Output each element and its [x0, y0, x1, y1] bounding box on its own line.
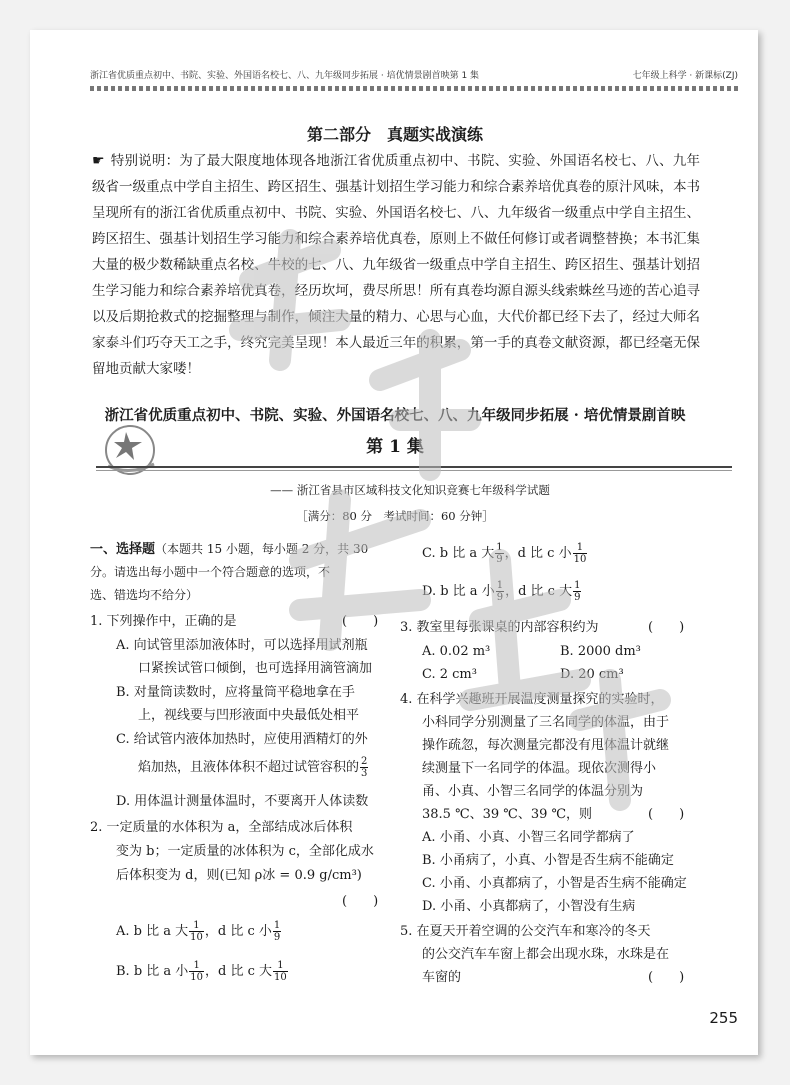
- q4-answer-bracket: ( ): [648, 807, 685, 822]
- set-rule-thin: [96, 470, 732, 471]
- q3-option-a: A. 0.02 m³: [422, 644, 491, 659]
- running-header-left: 浙江省优质重点初中、书院、实验、外国语名校七、八、九年级同步拓展 · 培优情景剧首映第 1 集: [90, 71, 480, 81]
- q3-option-c: C. 2 cm³: [422, 667, 477, 682]
- running-header-right: 七年级上科学 · 新课标(ZJ): [632, 71, 738, 81]
- set-title: 浙江省优质重点初中、书院、实验、外国语名校七、八、九年级同步拓展 · 培优情景剧首映: [104, 407, 686, 424]
- set-number: 第 1 集: [366, 437, 424, 457]
- q1-option-b-line-2: 上，视线要与凹形液面中央最低处相平: [138, 708, 360, 723]
- q4-option-b: B. 小甬病了，小真、小智是否生病不能确定: [422, 853, 674, 868]
- q1-option-a-line-1: A. 向试管里添加液体时，可以选择用试剂瓶: [116, 638, 368, 653]
- q1-answer-bracket: ( ): [342, 614, 379, 629]
- q5-stem-line-2: 的公交汽车车窗上都会出现水珠，水珠是在: [422, 947, 670, 962]
- q3-stem: 3. 教室里每张课桌的内部容积约为: [400, 620, 599, 635]
- q4-stem-line-5: 甬、小真、小智三名同学的体温分别为: [422, 784, 644, 799]
- special-notice: [92, 148, 700, 382]
- q4-stem-line-1: 4. 在科学兴趣班开展温度测量探究的实验时，: [400, 692, 664, 707]
- q2-stem-line-1: 2. 一定质量的水体积为 a，全部结成冰后体积: [90, 820, 353, 835]
- q3-option-d: D. 20 cm³: [560, 667, 624, 682]
- exam-info: ［满分：80 分 考试时间：60 分钟］: [296, 509, 494, 523]
- q4-option-c: C. 小甬、小真都病了，小智是否生病不能确定: [422, 876, 687, 891]
- q1-option-c-line-2: [138, 756, 369, 779]
- section1-note-line-1: （本题共 15 小题，每小题 2 分，共 30: [155, 542, 369, 556]
- q1-option-b-line-1: B. 对量筒读数时，应将量筒平稳地拿在手: [116, 685, 355, 700]
- q1-stem: 1. 下列操作中，正确的是: [90, 614, 237, 629]
- q1-option-d: D. 用体温计测量体温时，不要离开人体读数: [116, 794, 369, 809]
- q4-stem-line-4: 续测量下一名同学的体温。现依次测得小: [422, 761, 657, 776]
- q1-option-a-line-2: 口紧挨试管口倾倒，也可选择用滴管滴加: [138, 661, 373, 676]
- q5-stem-line-1: 5. 在夏天开着空调的公交汽车和寒冷的冬天: [400, 924, 651, 939]
- notice-text: 特别说明：为了最大限度地体现各地浙江省优质重点初中、书院、实验、外国语名校七、八、九年级省一级重点中学自主招生、跨区招生、强基计划招生学习能力和综合素养培优真卷的原汁风味，本书呈现所有的浙江省优质重点初中、书院、实验、外国语名校七、八、九年级省一级重点中学自主招生、跨区招生、强基计划招生学习能力和综合素养培优真卷，原则上不做任何修订或者调整替换；本书汇集大量的极少数稀缺重点名校、牛校的七、八、九年级省一级重点中学自主招生、跨区招生、强基计划招生学习能力和综合素养培优真卷，经历坎坷，费尽所思！所有真卷均源自源头线索蛛丝马迹的苦心追寻以及后期抢救式的挖掘整理与制作，倾注大量的精力、心思与心血，大代价都已经下去了，经过大师名家泰斗们巧夺天工之手，终究完美呈现！本人最近三年的积累，第一手的真卷文献资源，都已经毫无保留地贡献大家喽！: [92, 153, 700, 377]
- q2-option-a: A. b 比 a 大 $\frac{1}{10}$ ，d 比 c 小 $\frac{1}{9}$: [116, 920, 281, 943]
- pointing-hand-icon: ☛: [92, 153, 105, 169]
- q4-stem-line-6: 38.5 ℃、39 ℃、39 ℃，则: [422, 807, 593, 822]
- q2-option-d: D. b 比 a 小 $\frac{1}{9}$ ，d 比 c 大 $\frac{1}{9}$: [422, 580, 581, 603]
- section1-note-line-3: 选、错选均不给分）: [90, 588, 199, 602]
- q1-option-c-fraction: $\frac{2}{3}$: [361, 756, 368, 779]
- q3-answer-bracket: ( ): [648, 620, 685, 635]
- q2-option-b: B. b 比 a 小 $\frac{1}{10}$ ，d 比 c 大 $\frac{1}{10}$: [116, 960, 287, 983]
- q1-option-c-text: 焰加热，且液体体积不超过试管容积的: [138, 760, 360, 775]
- q2-option-c: C. b 比 a 大 $\frac{1}{9}$ ，d 比 c 小 $\frac{1}{10}$: [422, 542, 587, 565]
- header-dashed-rule: [90, 86, 738, 91]
- q4-stem-line-3: 操作疏忽，每次测量完都没有甩体温计就继: [422, 738, 670, 753]
- q3-option-b: B. 2000 dm³: [560, 644, 641, 659]
- q2-stem-line-2: 变为 b；一定质量的冰体积为 c，全部化成水: [116, 844, 374, 859]
- section1-heading-line: [90, 538, 368, 561]
- q1-option-c-line-1: C. 给试管内液体加热时，应使用酒精灯的外: [116, 732, 368, 747]
- q4-option-a: A. 小甬、小真、小智三名同学都病了: [422, 830, 635, 845]
- section1-note-line-2: 分。请选出每小题中一个符合题意的选项，不: [90, 565, 331, 579]
- q5-stem-line-3: 车窗的: [422, 970, 462, 985]
- q4-option-d: D. 小甬、小真都病了，小智没有生病: [422, 899, 636, 914]
- page-number: 255: [709, 1009, 738, 1027]
- set-rule: [96, 466, 732, 468]
- exam-name: —— 浙江省县市区域科技文化知识竞赛七年级科学试题: [270, 483, 550, 497]
- q2-answer-bracket: ( ): [342, 894, 379, 909]
- q4-stem-line-2: 小科同学分别测量了三名同学的体温，由于: [422, 715, 670, 730]
- q2-stem-line-3: 后体积变为 d，则(已知 ρ冰 = 0.9 g/cm³): [116, 868, 362, 883]
- q5-answer-bracket: ( ): [648, 970, 685, 985]
- section-title: 第二部分 真题实战演练: [306, 125, 483, 144]
- section1-heading: 一、选择题: [90, 542, 156, 557]
